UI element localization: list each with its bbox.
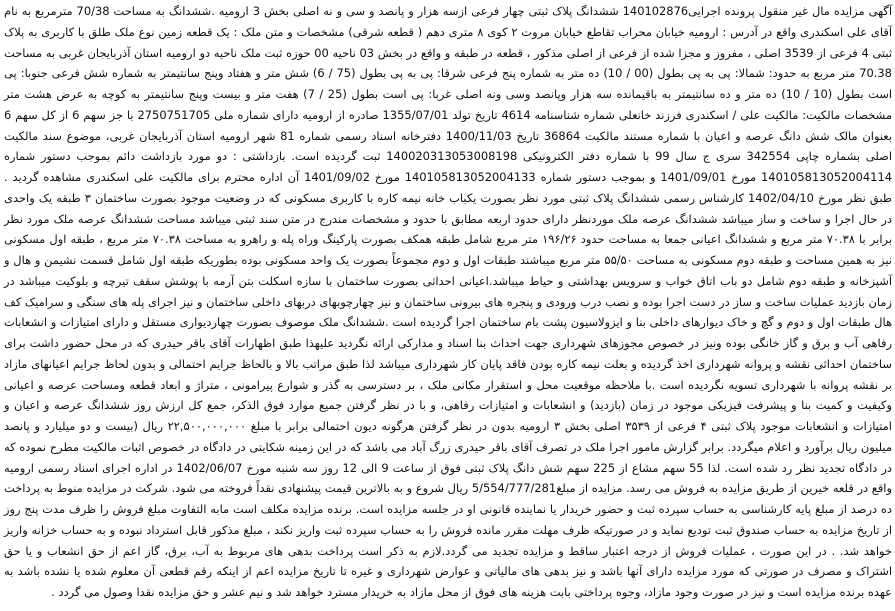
notice-body: آگهی مزایده مال غیر منقول پرونده اجرایی140102876 ششدانگ پلاک ثبتی چهار فرعی ازسه هزار و پانصد و سی و نه اصلی بخش 3 ارومیه .ششدانگ به مساحت 70/38 مترمربع به نام آقای علی اسکندری واقع در آدرس : ارومیه خیابان محراب تقاطع خیابان مروت ۲ کوی ۸ متری دهم ( قطعه شرقی) مشخصات و متن ملک : یک قطعه زمین نوع ملک طلق با کاربری به پلاک ثبتی 4 فرعی از 3539 اصلی ، مفروز و مجزا شده از فرعی از اصلی مذکور ، قطعه در طبقه و واقع در بخش 03 ناحیه 00 حوزه ثبت ملک ناحیه دو ارومیه استان آذربایجان غربی به مساحت 70.38 متر مربع به حدود: شمالا: پی به پی بطول (00 / 10) ده متر به شماره پنج فرعی شرقا: پی به پی بطول (75 / 6) شش متر و هفتاد وپنج سانتیمتر به شماره شش فرعی جنوبا: پی است بطول (10 / 10) ده متر و ده سانتیمتر به باقیمانده سه هزار وپانصد وسی ونه اصلی غربا: پی است بطول (25 / 7) هفت متر و بیست وپنج سانتیمتر به کوچه به عرض هشت متر مشخصات مالکیت: مالکیت علی / اسکندری فرزند خانعلی شماره شناسنامه 4614 تاریخ تولد 1355/07/01 صادره از ارومیه دارای شماره ملی 2750751705 با جز سهم 6 از کل سهم 6 بعنوان مالک شش دانگ عرصه و اعیان با شماره مستند مالکیت 36864 تاریخ 1400/11/03 دفترخانه اسناد رسمی شماره 81 شهر ارومیه استان آذربایجان غربی، موضوع سند مالکیت اصلی بشماره چاپی 342554 سری ج سال 99 با شماره دفتر الکترونیکی 140020313053008198 ثبت گردیده است. بازداشتی : دو مورد بازداشت دائم بموجب دستور شماره 140105813052004114 مورخ 1401/09/01 و بموجب دستور شماره 140105813052004133 مورخ 1401/09/02 آن اداره محترم برای مالکیت علی اسکندری مشاهده گردید . طبق نظر مورخ 1402/04/10 کارشناس رسمی ششدانگ پلاک ثبتی مورد نظر بصورت یکباب خانه نیمه کاره با کاربری مسکونی که در وضعیت موجود بصورت ساختمان ۳ طبقه یک واحدی در حال اجرا و ساخت و ساز میباشد ششدانگ عرصه ملک موردنظر دارای حدود اربعه مطابق با حدود و مشخصات مندرج در متن سند ثبتی میباشد مساحت ششدانگ عرصه ملک مورد نظر برابر با ۷۰.۳۸ متر مربع و ششدانگ اعیانی جمعا به مساحت حدود ۱۹۶/۲۶ متر مربع شامل طبقه همکف بصورت پارکینگ وراه پله و راهرو به مساحت ۷۰.۳۸ متر مربع ، طبقه اول مسکونی نیز به همین مساحت و طبقه دوم مسکونی به مساحت ۵۵/۵۰ متر مربع میباشند طبقات اول و دوم مجموعاً بصورت یک واحد مسکونی بوده بطوریکه طبقه اول شامل قسمت نشیمن و هال و آشپزخانه و طبقه دوم شامل دو باب اتاق خواب و سرویس بهداشتی و حیاط میباشد.اعیانی احداثی بصورت ساختمان با سازه اسکلت بتن آرمه با پوشش سقف تیرچه و بلوکیت میباشد در زمان بازدید عملیات ساخت و ساز در دست اجرا بوده و نصب درب ورودی و پنجره های بیرونی ساختمان و نیز چهارچوبهای دربهای داخلی ساختمان و نیز اجرای پله های سنگی و سرامیک کف هال طبقات اول و دوم و گچ و خاک دیوارهای داخلی بنا و ایزولاسیون پشت بام ساختمان اجرا گردیده است .ششدانگ ملک موصوف بصورت چهاردیواری مستقل و دارای امتیازات و انشعابات رفاهی آب و برق و گاز خانگی بوده ونیز در خصوص مجوزهای شهرداری جهت احداث بنا اسناد و مدارکی ارائه نگردید علیهذا طبق اظهارات آقای باقر حیدری که در محل حضور داشت برای ساختمان احداثی نقشه و پروانه شهرداری اخذ گردیده و بعلت نیمه کاره بودن فاقد پایان کار شهرداری میباشد لذا طبق مراتب بالا و بالحاظ جرایم احتمالی و بدون لحاظ جرایم اعیانهای مازاد بر نقشه پروانه با شهرداری تسویه نگردیده است .با ملاحظه موقعیت محل و استقرار مکانی ملک ، بر دسترسی به گذر و شوارع پیرامونی ، متراژ و ابعاد قطعه ومساحت عرصه و اعیانی وکیفیت و کمیت بنا و پیشرفت فیزیکی موجود در زمان (بازدید) و انشعابات و امتیازات رفاهی، و با در نظر گرفتن جمیع موارد فوق الذکر، جمع کل ارزش روز ششدانگ عرصه و اعیان و امتیازات و انشعابات موجود پلاک ثبتی ۴ فرعی از ۳۵۳۹ اصلی بخش ۳ ارومیه بدون در نظر گرفتن هرگونه دیون احتمالی برابر با مبلغ ۲۲,۵۰۰,۰۰۰,۰۰۰ ریال (بیست و دو میلیارد و پانصد میلیون ریال برآورد و اعلام میگردد. برابر گزارش مامور اجرا ملک در تصرف آقای باقر حیدری زرگ آباد می باشد که در این زمینه شکایتی در دادگاه در خصوص اثبات مالکیت مطرح نموده که در دادگاه تجدید نظر رد شده است. لذا 55 سهم مشاع از 225 سهم شش دانگ پلاک ثبتی فوق از ساعت 9 الی 12 روز سه شنبه مورخ 1402/06/07 در اداره اجرای اسناد رسمی ارومیه واقع در قلعه خیرین از طریق مزایده به فروش می رسد. مزایده از مبلغ5/554/777/281 ریال شروع و به بالاترین قیمت پیشنهادی نقداً فروخته می شود. شرکت در مزایده منوط به پرداخت ده درصد از مبلغ پایه کارشناسی به حساب سپرده ثبت و حضور خریدار یا نماینده قانونی او در جلسه مزایده است. برنده مزایده مکلف است مابه التفاوت مبلغ فروش را ظرف مدت پنج روز از تاریخ مزایده به حساب صندوق ثبت توديع نمايد و در صورتيكه ظرف مهلت مقرر مانده فروش را به حساب سپرده ثبت واریز نکند ، مبلغ مذکور قابل استرداد نبوده و به حساب خزانه واریز خواهد شد. . در این صورت ، عملیات فروش از درجه اعتبار ساقط و مزایده تجدید می گردد.لازم به ذکر است پرداخت بدهی های مربوط به آب، برق، گاز اعم از حق انشعاب و یا حق اشتراک و مصرف در صورتی که مورد مزایده دارای آنها باشد و نیز بدهی های مالیاتی و عوارض شهرداری و غیره تا تاریخ مزایده اعم از اینکه رقم قطعی آن معلوم شده یا نشده باشد به عهده برنده مزایده است و نیز در صورت وجود مازاد، وجوه پرداختی بابت هزینه های فوق از محل مازاد به خریدار مسترد خواهد شد و نیم عشر و حق مزایده نقدا وصول می گردد . — [4, 4, 893, 599]
